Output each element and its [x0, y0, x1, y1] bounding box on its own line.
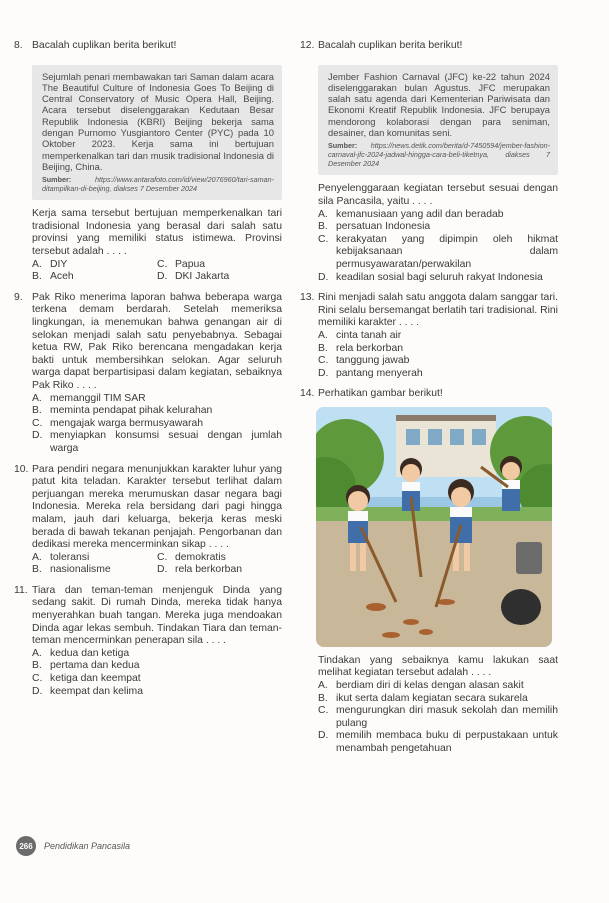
- option-text: keadilan sosial bagi seluruh rakyat Indonesia: [336, 271, 543, 283]
- option-b[interactable]: [318, 693, 558, 706]
- source-url: https://www.antarafoto.com/id/view/2076960/tari-saman-ditampilkan-di-beijing, diakses 7 Desember 2024: [42, 175, 274, 194]
- option-b[interactable]: [32, 405, 282, 418]
- question-number: 12.: [300, 40, 315, 51]
- option-c[interactable]: [318, 234, 558, 272]
- option-d[interactable]: [318, 730, 558, 755]
- question-stem: Tiara dan teman-teman menjenguk Dinda yang sedang sakit. Di rumah Dinda, mereka tidak hanya menyerahkan buah tangan. Mereka juga mendoakan Dinda agar lekas sembuh. Tindakan Tiara dan teman-teman mencerminkan penerapan sila . . . .: [32, 584, 282, 647]
- option-text: meminta pendapat pihak kelurahan: [50, 405, 213, 417]
- question-11: [14, 585, 282, 698]
- option-letter: C.: [157, 551, 168, 563]
- question-number: 13.: [300, 292, 315, 304]
- question-12: [300, 40, 558, 284]
- option-b[interactable]: [32, 564, 157, 577]
- option-letter: A.: [32, 392, 42, 404]
- option-text: ikut serta dalam kegiatan secara sukarela: [336, 692, 528, 704]
- option-c[interactable]: [32, 673, 282, 686]
- answer-options: [318, 209, 558, 285]
- question-number: 14.: [300, 388, 315, 400]
- question-stem: Rini menjadi salah satu anggota dalam sanggar tari. Rini selalu bersemangat berlatih tari tradisional. Rini memiliki karakter . . . .: [318, 292, 558, 329]
- option-letter: C.: [32, 417, 43, 429]
- option-letter: D.: [157, 564, 168, 576]
- question-number: 11.: [14, 584, 28, 596]
- option-d[interactable]: [318, 272, 558, 285]
- news-excerpt-box: [32, 65, 282, 201]
- option-c[interactable]: [157, 259, 282, 272]
- option-text: nasionalisme: [50, 564, 111, 576]
- option-text: ketiga dan keempat: [50, 673, 141, 685]
- option-d[interactable]: [32, 686, 282, 699]
- question-13: [300, 292, 558, 380]
- children-cleaning-schoolyard-image: [316, 407, 552, 647]
- option-letter: C.: [318, 355, 329, 367]
- option-a[interactable]: [32, 552, 157, 565]
- option-a[interactable]: [32, 259, 157, 272]
- option-text: kedua dan ketiga: [50, 647, 130, 659]
- question-stem: Para pendiri negara menunjukkan karakter luhur yang patut kita teladan. Karakter tersebut terlihat dalam perjuangan mereka merumuskan dasar negara bagi Indonesia. Mereka rela bersidang dari pagi hingga malam, jauh dari keluarga, bekerja keras meski berada di bawah tekanan penjajah. Pengorbanan dan dedikasi mereka mencerminkan sikap . . . .: [32, 463, 282, 551]
- option-letter: C.: [318, 705, 329, 717]
- answer-options: [318, 330, 558, 380]
- option-d[interactable]: [318, 368, 558, 381]
- option-text: demokratis: [175, 551, 226, 563]
- option-letter: A.: [32, 551, 42, 563]
- right-column: [300, 40, 558, 756]
- option-text: toleransi: [50, 551, 90, 563]
- option-text: tanggung jawab: [336, 355, 410, 367]
- answer-options: [32, 259, 282, 284]
- book-title: Pendidikan Pancasila: [44, 841, 131, 851]
- option-text: kerakyatan yang dipimpin oleh hikmat kebijaksanaan dalam permusyawaratan/perwakilan: [336, 233, 558, 270]
- option-letter: A.: [318, 329, 328, 341]
- option-a[interactable]: [32, 648, 282, 661]
- source-label: Sumber:: [42, 175, 72, 185]
- cleaning-illustration: [316, 407, 552, 647]
- option-letter: A.: [318, 680, 328, 692]
- question-number: 8.: [14, 40, 23, 51]
- question-stem: Bacalah cuplikan berita berikut!: [32, 40, 177, 51]
- option-letter: C.: [318, 233, 329, 245]
- question-stem: Pak Riko menerima laporan bahwa beberapa warga terkena demam berdarah. Setelah memeriksa lingkungan, ia menemukan bahwa genangan air di selokan menjadi salah satu penyebabnya. Sebagai ketua RW, Pak Riko berencana mengadakan kerja bakti untuk membersihkan selokan. Agar seluruh warga dapat berpartisipasi dalam kegiatan, sebaiknya Pak Riko . . . .: [32, 291, 282, 391]
- option-text: pertama dan kedua: [50, 660, 140, 672]
- option-letter: A.: [32, 258, 42, 270]
- option-letter: C.: [32, 673, 43, 685]
- option-text: mengurungkan diri masuk sekolah dan memilih pulang: [336, 705, 558, 729]
- option-text: rela berkorban: [336, 342, 404, 354]
- source-url: https://news.detik.com/berita/d-7450594/jember-fashion-carnaval-jfc-2024-jadwal-hingga-cara-beli-tiketnya, diakses 7 Desember 2024: [328, 141, 550, 169]
- option-letter: B.: [32, 271, 42, 283]
- option-text: memanggil TIM SAR: [50, 392, 146, 404]
- option-a[interactable]: [318, 330, 558, 343]
- option-text: DIY: [50, 258, 68, 270]
- option-text: rela berkorban: [175, 564, 243, 576]
- option-text: mengajak warga bermusyawarah: [50, 417, 204, 429]
- option-a[interactable]: [32, 393, 282, 406]
- question-9: [14, 292, 282, 456]
- question-prompt: Tindakan yang sebaiknya kamu lakukan saat melihat kegiatan tersebut adalah . . . .: [318, 654, 558, 679]
- option-c[interactable]: [318, 705, 558, 730]
- question-8: [14, 40, 282, 284]
- option-text: persatuan Indonesia: [336, 221, 431, 233]
- option-letter: B.: [318, 221, 328, 233]
- option-d[interactable]: [157, 271, 282, 284]
- answer-options: [32, 552, 282, 577]
- question-10: [14, 464, 282, 577]
- option-text: berdiam diri di kelas dengan alasan sakit: [336, 680, 524, 692]
- option-letter: B.: [32, 405, 42, 417]
- option-d[interactable]: [32, 430, 282, 455]
- answer-options: [32, 393, 282, 456]
- question-14: [300, 388, 558, 755]
- news-excerpt-text: Sejumlah penari membawakan tari Saman dalam acara The Beautiful Culture of Indonesia Goes To Beijing di Central Conservatory of Music Opera Hall, Beijing. Acara tersebut diselenggarakan Kedutaan Besar Republik Indonesia (KBRI) Beijing bekerja sama dengan Purnomo Yusgiantoro Center (PYC) pada 10 Oktober 2023. Kerja sama ini bertujuan memperkenalkan tari dan musik tradisional Indonesia di Beijing, China.: [42, 70, 274, 172]
- page-footer: [16, 836, 130, 856]
- news-source: [42, 175, 274, 193]
- option-text: keempat dan kelima: [50, 685, 143, 697]
- question-stem: Perhatikan gambar berikut!: [318, 388, 443, 400]
- option-c[interactable]: [32, 418, 282, 431]
- option-letter: D.: [157, 271, 168, 283]
- question-number: 9.: [14, 291, 23, 303]
- option-letter: B.: [32, 660, 42, 672]
- option-letter: D.: [318, 367, 329, 379]
- option-letter: A.: [318, 208, 328, 220]
- option-b[interactable]: [32, 660, 282, 673]
- option-letter: B.: [318, 692, 328, 704]
- question-prompt: Kerja sama tersebut bertujuan memperkenalkan tari tradisional Indonesia yang berasal dari salah satu provinsi yang memiliki status istimewa. Provinsi tersebut adalah . . . .: [32, 208, 282, 258]
- news-source: [328, 141, 550, 168]
- option-b[interactable]: [318, 343, 558, 356]
- option-text: Aceh: [50, 271, 74, 283]
- option-letter: B.: [32, 564, 42, 576]
- answer-options: [318, 680, 558, 756]
- news-excerpt-text: Jember Fashion Carnaval (JFC) ke-22 tahun 2024 diselenggarakan bulan Agustus. JFC merupakan salah satu agenda dari Kementerian Pariwisata dan Ekonomi Kreatif Republik Indonesia. JFC berupaya mendorong kolaborasi dengan para seniman, desainer, dan komunitas seni.: [328, 70, 550, 139]
- option-b[interactable]: [32, 271, 157, 284]
- option-b[interactable]: [318, 221, 558, 234]
- answer-options: [32, 648, 282, 698]
- option-letter: D.: [32, 430, 43, 442]
- page-number: 266: [16, 836, 36, 856]
- option-text: DKI Jakarta: [175, 271, 230, 283]
- option-text: memilih membaca buku di perpustakaan untuk menambah pengetahuan: [336, 730, 558, 755]
- option-a[interactable]: [318, 680, 558, 693]
- left-column: [14, 40, 282, 698]
- option-letter: A.: [32, 647, 42, 659]
- news-excerpt-box: [318, 65, 558, 176]
- option-a[interactable]: [318, 209, 558, 222]
- option-c[interactable]: [318, 355, 558, 368]
- source-label: Sumber:: [328, 141, 358, 151]
- question-number: 10.: [14, 463, 29, 475]
- option-c[interactable]: [157, 552, 282, 565]
- option-text: kemanusiaan yang adil dan beradab: [336, 208, 504, 220]
- option-text: menyiapkan konsumsi sesuai dengan jumlah warga: [50, 430, 282, 454]
- option-letter: D.: [318, 271, 329, 283]
- option-letter: B.: [318, 342, 328, 354]
- option-text: pantang menyerah: [336, 367, 423, 379]
- question-stem: Bacalah cuplikan berita berikut!: [318, 40, 463, 51]
- option-letter: C.: [157, 258, 168, 270]
- option-d[interactable]: [157, 564, 282, 577]
- option-text: cinta tanah air: [336, 329, 402, 341]
- question-prompt: Penyelenggaraan kegiatan tersebut sesuai dengan sila Pancasila, yaitu . . . .: [318, 183, 558, 207]
- option-letter: D.: [318, 730, 329, 742]
- option-text: Papua: [175, 258, 206, 270]
- option-letter: D.: [32, 685, 43, 697]
